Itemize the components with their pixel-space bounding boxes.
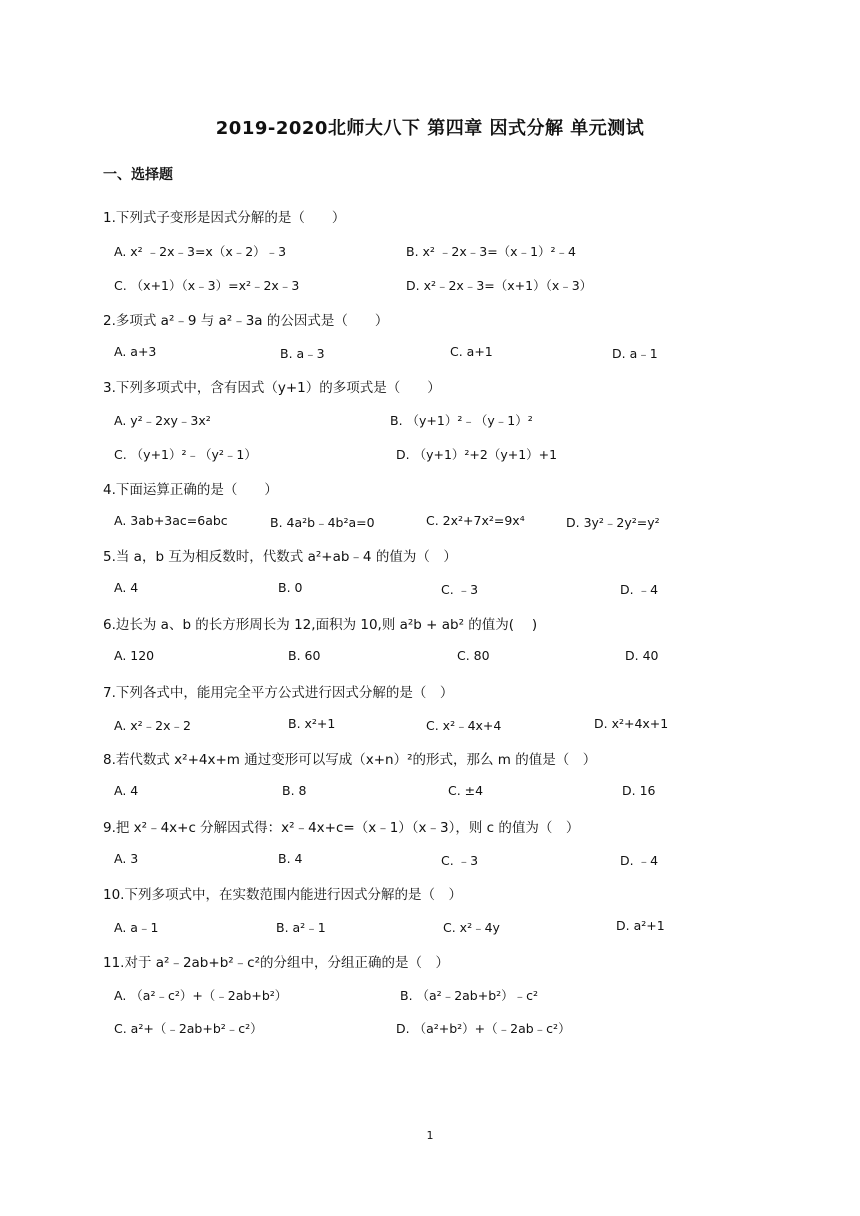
option-c: C. 80 — [457, 648, 490, 663]
option-a: A. x² ﹣2x﹣3=x（x﹣2）﹣3 — [114, 244, 287, 259]
question-stem: 11.对于 a²﹣2ab+b²﹣c²的分组中，分组正确的是（ ） — [103, 955, 450, 971]
document-title: 2019-2020北师大八下 第四章 因式分解 单元测试 — [215, 118, 645, 139]
option-d: D. （y+1）²+2（y+1）+1 — [396, 447, 558, 462]
option-a: A. 4 — [114, 783, 139, 798]
option-d: D. 3y²﹣2y²=y² — [566, 515, 660, 530]
option-d: D. ﹣4 — [620, 582, 659, 597]
option-c: C. ﹣3 — [441, 582, 479, 597]
question-stem: 9.把 x²﹣4x+c 分解因式得：x²﹣4x+c=（x﹣1）（x﹣3），则 c 的值为（ ） — [103, 820, 580, 836]
option-b: B. 0 — [278, 580, 303, 595]
option-d: D. a﹣1 — [612, 346, 658, 361]
question-stem: 2.多项式 a²﹣9 与 a²﹣3a 的公因式是（ ） — [103, 313, 389, 329]
page-number: 1 — [426, 1129, 434, 1142]
option-b: B. a²﹣1 — [276, 920, 326, 935]
option-c: C. a+1 — [450, 344, 493, 359]
option-c: C. x²﹣4x+4 — [426, 718, 502, 733]
option-d: D. x²+4x+1 — [594, 716, 669, 731]
option-b: B. 60 — [288, 648, 321, 663]
question-stem: 6.边长为 a、b 的长方形周长为 12,面积为 10,则 a²b + ab² 的值为( ) — [103, 617, 538, 633]
option-c: C. 2x²+7x²=9x⁴ — [426, 513, 525, 528]
option-d: D. 40 — [625, 648, 659, 663]
option-b: B. 4 — [278, 851, 303, 866]
option-a: A. a﹣1 — [114, 920, 159, 935]
option-b: B. x²+1 — [288, 716, 336, 731]
section-heading: 一、选择题 — [103, 167, 173, 183]
question-stem: 10.下列多项式中，在实数范围内能进行因式分解的是（ ） — [103, 887, 462, 903]
option-b: B. x² ﹣2x﹣3=（x﹣1）²﹣4 — [406, 244, 576, 259]
option-d: D. x²﹣2x﹣3=（x+1）（x﹣3） — [406, 278, 593, 293]
question-stem: 7.下列各式中，能用完全平方公式进行因式分解的是（ ） — [103, 685, 454, 701]
option-a: A. 3ab+3ac=6abc — [114, 513, 228, 528]
question-stem: 1.下列式子变形是因式分解的是（ ） — [103, 210, 346, 226]
option-d: D. 16 — [622, 783, 656, 798]
option-a: A. 120 — [114, 648, 155, 663]
option-a: A. 3 — [114, 851, 139, 866]
option-d: D. （a²+b²）+（﹣2ab﹣c²） — [396, 1021, 571, 1036]
option-c: C. ±4 — [448, 783, 484, 798]
option-a: A. 4 — [114, 580, 139, 595]
option-c: C. （x+1）（x﹣3）=x²﹣2x﹣3 — [114, 278, 300, 293]
question-stem: 4.下面运算正确的是（ ） — [103, 482, 278, 498]
option-b: B. 4a²b﹣4b²a=0 — [270, 515, 375, 530]
option-a: A. y²﹣2xy﹣3x² — [114, 413, 211, 428]
option-c: C. a²+（﹣2ab+b²﹣c²） — [114, 1021, 263, 1036]
option-b: B. （y+1）²﹣（y﹣1）² — [390, 413, 533, 428]
option-d: D. ﹣4 — [620, 853, 659, 868]
option-d: D. a²+1 — [616, 918, 665, 933]
option-b: B. 8 — [282, 783, 307, 798]
question-stem: 3.下列多项式中，含有因式（y+1）的多项式是（ ） — [103, 380, 441, 396]
option-a: A. x²﹣2x﹣2 — [114, 718, 191, 733]
option-b: B. a﹣3 — [280, 346, 325, 361]
option-c: C. x²﹣4y — [443, 920, 500, 935]
option-a: A. a+3 — [114, 344, 157, 359]
option-a: A. （a²﹣c²）+（﹣2ab+b²） — [114, 988, 288, 1003]
option-c: C. （y+1）²﹣（y²﹣1） — [114, 447, 257, 462]
question-stem: 5.当 a，b 互为相反数时，代数式 a²+ab﹣4 的值为（ ） — [103, 549, 457, 565]
option-c: C. ﹣3 — [441, 853, 479, 868]
question-stem: 8.若代数式 x²+4x+m 通过变形可以写成（x+n）²的形式，那么 m 的值是（ ） — [103, 752, 597, 768]
option-b: B. （a²﹣2ab+b²）﹣c² — [400, 988, 539, 1003]
